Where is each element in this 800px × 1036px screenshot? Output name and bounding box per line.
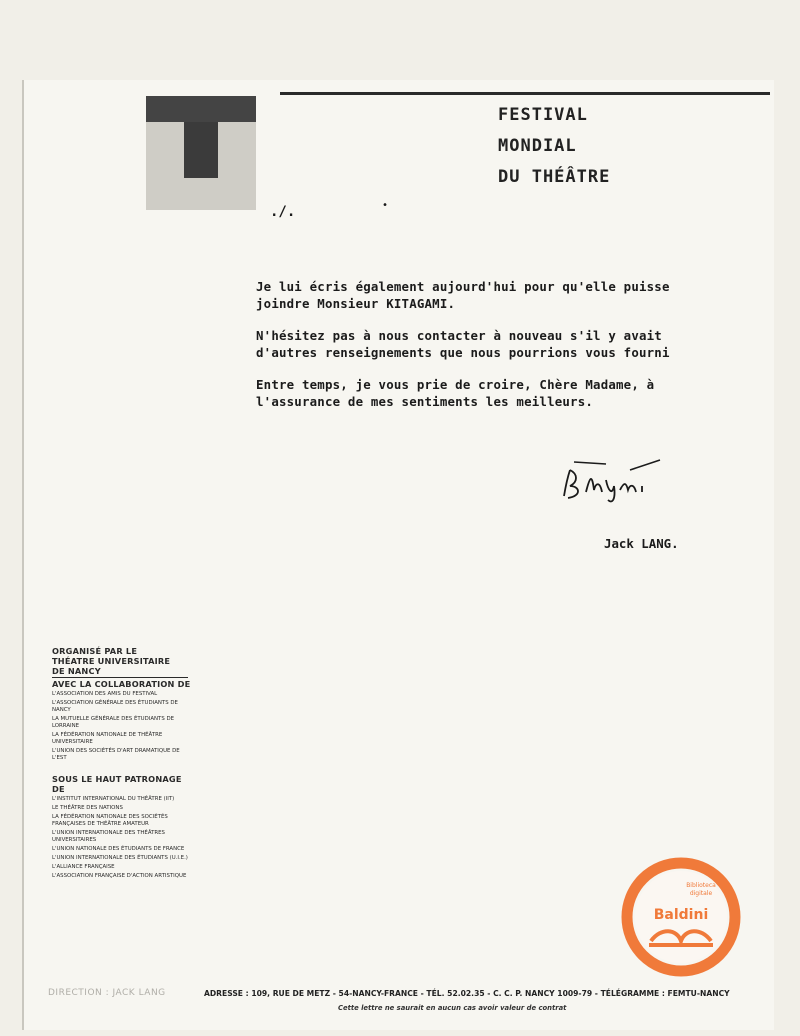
organizers-column xyxy=(52,646,192,882)
paragraph-2-line-2: d'autres renseignements que nous pourrions vous fourni xyxy=(256,345,670,360)
logo-t-bar xyxy=(146,96,256,122)
stamp-line-1: Biblioteca xyxy=(686,882,716,889)
paragraph-1-line-1: Je lui écris également aujourd'hui pour qu'elle puisse xyxy=(256,279,670,294)
patronage-item: LA FÉDÉRATION NATIONALE DES SOCIÉTÉS FRANÇAISES DE THÉÂTRE AMATEUR xyxy=(52,814,168,827)
festival-logo xyxy=(146,96,256,210)
festival-name xyxy=(498,100,610,193)
patronage-header-line-2: DE xyxy=(52,784,65,794)
paragraph-1 xyxy=(256,278,776,312)
logo-t-stem xyxy=(184,122,218,178)
patronage-header-line-1: SOUS LE HAUT PATRONAGE xyxy=(52,774,182,784)
patronage-item: L'UNION INTERNATIONALE DES ÉTUDIANTS (U.I.E.) xyxy=(52,855,188,861)
festival-line-3: DU THÉÂTRE xyxy=(498,167,611,187)
letter-body xyxy=(256,278,776,425)
dot-mark: • xyxy=(382,200,389,211)
organized-by-line-3: DE NANCY xyxy=(52,666,101,676)
collaboration-header: AVEC LA COLLABORATION DE xyxy=(52,679,191,689)
collaboration-item: L'ASSOCIATION GÉNÉRALE DES ÉTUDIANTS DE NANCY xyxy=(52,700,178,713)
stamp-line-2: digitale xyxy=(689,890,713,897)
patronage-item: L'ALLIANCE FRANÇAISE xyxy=(52,864,115,870)
header-rule xyxy=(52,677,188,678)
paragraph-1-line-2: joindre Monsieur KITAGAMI. xyxy=(256,296,456,311)
patronage-item: L'ASSOCIATION FRANÇAISE D'ACTION ARTISTIQUE xyxy=(52,873,187,879)
patronage-item: L'UNION INTERNATIONALE DES THÉÂTRES UNIVERSITAIRES xyxy=(52,830,165,843)
stamp-line-3: Baldini xyxy=(653,907,709,923)
paragraph-2 xyxy=(256,327,776,361)
organized-by-line-2: THÉATRE UNIVERSITAIRE xyxy=(52,656,171,666)
patronage-item: L'INSTITUT INTERNATIONAL DU THÉÂTRE (IIT) xyxy=(52,796,175,802)
festival-line-1: FESTIVAL xyxy=(498,105,588,125)
paragraph-3-line-2: l'assurance de mes sentiments les meilleurs. xyxy=(256,394,594,409)
organized-by-line-1: ORGANISÉ PAR LE xyxy=(52,646,138,656)
baldini-library-stamp xyxy=(621,857,741,977)
footer-disclaimer: Cette lettre ne saurait en aucun cas avoir valeur de contrat xyxy=(338,1004,567,1012)
letterhead-rule xyxy=(280,92,770,95)
margin-shadow xyxy=(22,80,24,1030)
collaboration-item: L'UNION DES SOCIÉTÉS D'ART DRAMATIQUE DE L'EST xyxy=(52,748,180,761)
paragraph-3 xyxy=(256,376,776,410)
paragraph-2-line-1: N'hésitez pas à nous contacter à nouveau s'il y avait xyxy=(256,328,662,343)
footer-address: ADRESSE : 109, RUE DE METZ - 54-NANCY-FRANCE - TÉL. 52.02.35 - C. C. P. NANCY 1009-79 - TÉLÉGRAMME : FEMTU-NANCY xyxy=(204,989,730,998)
patronage-item: LE THÉÂTRE DES NATIONS xyxy=(52,805,123,811)
collaboration-item: LA MUTUELLE GÉNÉRALE DES ÉTUDIANTS DE LORRAINE xyxy=(52,716,175,729)
festival-line-2: MONDIAL xyxy=(498,136,577,156)
footer-direction: DIRECTION : JACK LANG xyxy=(48,988,166,998)
paragraph-3-line-1: Entre temps, je vous prie de croire, Chère Madame, à xyxy=(256,377,655,392)
collaboration-item: L'ASSOCIATION DES AMIS DU FESTIVAL xyxy=(52,691,158,697)
continuation-mark: ./. xyxy=(270,204,296,220)
handwritten-signature xyxy=(556,456,666,504)
spacer xyxy=(52,764,192,774)
patronage-item: L'UNION NATIONALE DES ÉTUDIANTS DE FRANCE xyxy=(52,846,185,852)
collaboration-item: LA FÉDÉRATION NATIONALE DE THÉÂTRE UNIVERSITAIRE xyxy=(52,732,163,745)
signer-name: Jack LANG. xyxy=(604,536,679,551)
